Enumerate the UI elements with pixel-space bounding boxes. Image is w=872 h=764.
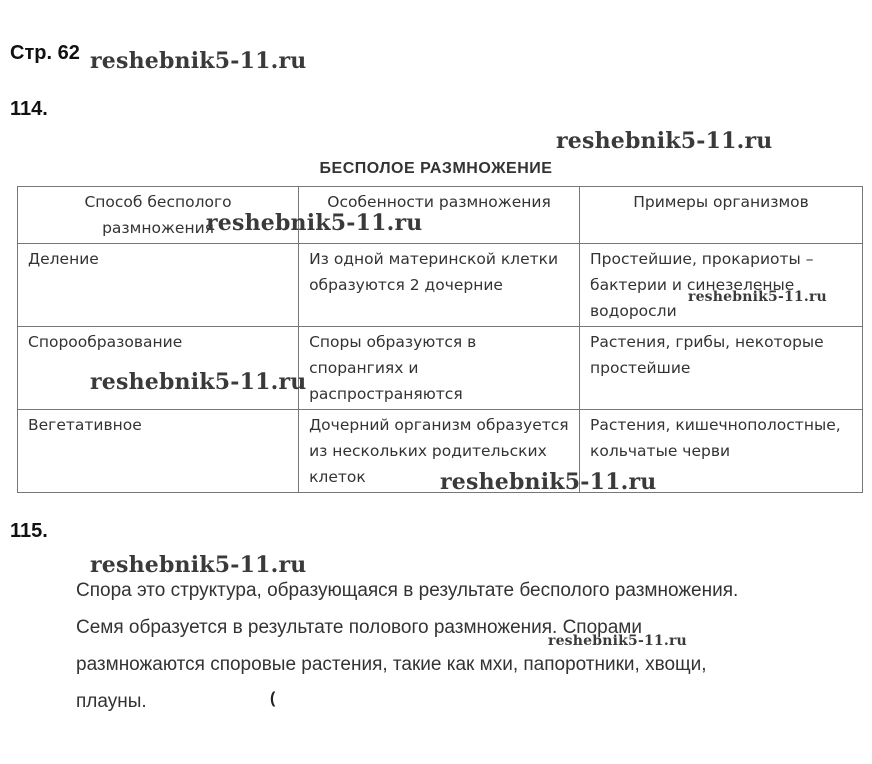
table-cell-method: Спорообразование: [18, 327, 299, 410]
task-number-115: 115.: [10, 520, 48, 542]
answer-line: размножаются споровые растения, такие как мхи, папоротники, хвощи,: [76, 654, 707, 675]
table-row: [18, 244, 863, 327]
watermark: reshebnik5-11.ru: [206, 210, 423, 236]
page-number-label: Стр. 62: [10, 42, 80, 64]
table-row: [18, 327, 863, 410]
watermark: reshebnik5-11.ru: [556, 128, 773, 154]
watermark: reshebnik5-11.ru: [90, 552, 307, 578]
answer-line: Спора это структура, образующаяся в результате бесполого размножения.: [76, 580, 739, 601]
answer-line: Семя образуется в результате полового размножения. Спорами: [76, 617, 642, 638]
table-cell-method: Вегетативное: [18, 410, 299, 493]
watermark: reshebnik5-11.ru: [548, 633, 687, 649]
table-cell-examples: Растения, кишечнополостные, кольчатые черви: [580, 410, 863, 493]
table-header-features: Особенности размножения: [299, 187, 580, 244]
table-cell-examples: Растения, грибы, некоторые простейшие: [580, 327, 863, 410]
watermark: reshebnik5-11.ru: [688, 289, 827, 305]
watermark: reshebnik5-11.ru: [90, 369, 307, 395]
asexual-reproduction-table: [17, 186, 863, 493]
table-cell-features: Дочерний организм образуется из нескольких родительских клеток: [299, 410, 580, 493]
table-header-examples: Примеры организмов: [580, 187, 863, 244]
watermark: reshebnik5-11.ru: [90, 48, 307, 74]
answer-text-115: [76, 572, 866, 720]
answer-line: плауны.: [76, 691, 147, 712]
table-cell-examples: Простейшие, прокариоты – бактерии и синезеленые водоросли: [580, 244, 863, 327]
task-number-114: 114.: [10, 98, 48, 120]
table-title: БЕСПОЛОЕ РАЗМНОЖЕНИЕ: [319, 160, 553, 177]
table-cell-features: Из одной материнской клетки образуются 2 дочерние: [299, 244, 580, 327]
stray-mark: (: [270, 690, 276, 707]
watermark: reshebnik5-11.ru: [440, 469, 657, 495]
table-cell-method: Деление: [18, 244, 299, 327]
table-header-method: Способ бесполого размножения: [18, 187, 299, 244]
table-cell-features: Споры образуются в спорангиях и распространяются: [299, 327, 580, 410]
table-header-row: [18, 187, 863, 244]
